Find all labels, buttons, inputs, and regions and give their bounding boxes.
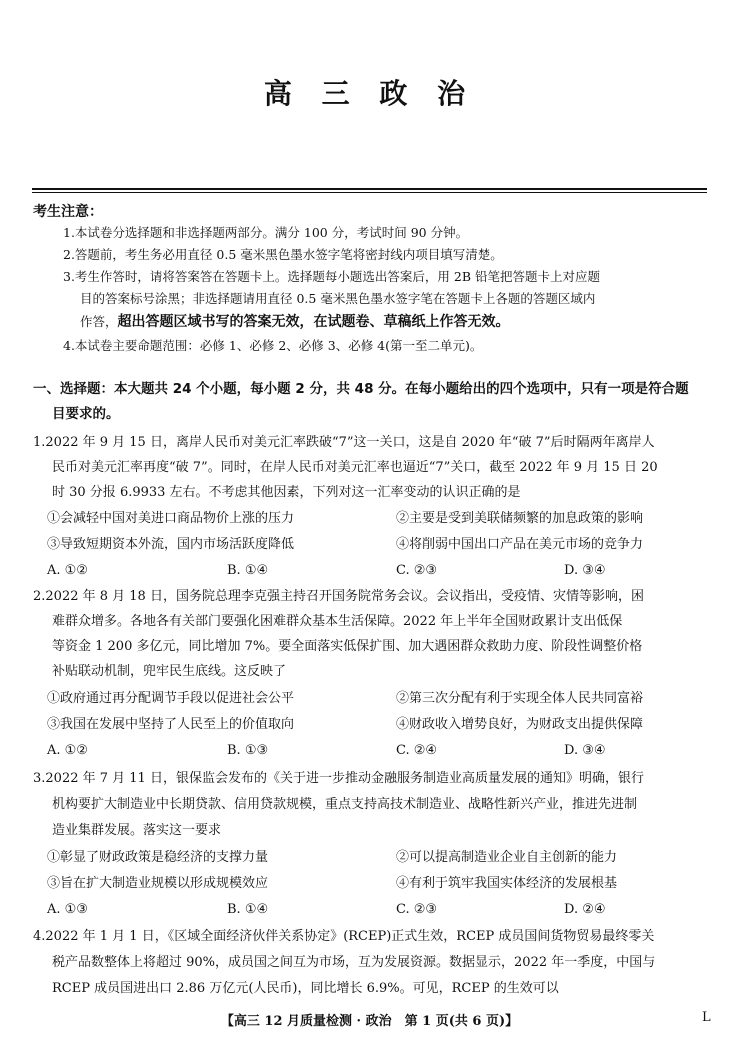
question-2-text: 等资金 1 200 多亿元，同比增加 7%。要全面落实低保扩围、加大遇困群众救助力度、阶段性调整价格 (52, 639, 643, 654)
question-4-text: 4.2022 年 1 月 1 日，《区域全面经济伙伴关系协定》(RCEP)正式生效，RCEP 成员国间货物贸易最终零关 (33, 929, 655, 944)
page-footer: 【高三 12 月质量检测 · 政治 第 1 页(共 6 页)】 (220, 1014, 519, 1029)
statement: ①会减轻中国对美进口商品物价上涨的压力 (47, 511, 295, 526)
section-heading: 一、选择题：本大题共 24 个小题，每小题 2 分，共 48 分。在每小题给出的四个选项中，只有一项是符合题 (33, 381, 689, 397)
choice: A. ①③ (47, 902, 88, 917)
choice: C. ②③ (396, 563, 438, 578)
question-1-text: 时 30 分报 6.9933 左右。不考虑其他因素，下列对这一汇率变动的认识正确的是 (52, 485, 521, 500)
notice-heading: 考生注意： (33, 204, 103, 220)
choice: D. ②④ (564, 902, 606, 917)
choice: A. ①② (47, 563, 88, 578)
statement: ④财政收入增势良好，为财政支出提供保障 (396, 717, 644, 732)
question-1-text: 民币对美元汇率再度“破 7”。同时，在岸人民币对美元汇率也逼近“7”关口，截至 2022 年 9 月 15 日 20 (52, 460, 658, 475)
statement: ②主要是受到美联储频繁的加息政策的影响 (396, 511, 644, 526)
notice-item: 1.本试卷分选择题和非选择题两部分。满分 100 分，考试时间 90 分钟。 (63, 225, 469, 240)
question-1-text: 1.2022 年 9 月 15 日，离岸人民币对美元汇率跌破“7”这一关口，这是自 2020 年“破 7”后时隔两年离岸人 (33, 435, 655, 450)
notice-text: 作答， (80, 314, 118, 329)
question-4-text: 税产品数整体上将超过 90%，成员国之间互为市场，互为发展资源。数据显示，2022 年一季度，中国与 (52, 955, 656, 970)
question-2-text: 2.2022 年 8 月 18 日，国务院总理李克强主持召开国务院常务会议。会议指出，受疫情、灾情等影响，困 (33, 589, 644, 604)
question-4-text: RCEP 成员国进出口 2.86 万亿元(人民币)，同比增长 6.9%。可见，RCEP 的生效可以 (52, 981, 559, 996)
statement: ②可以提高制造业企业自主创新的能力 (396, 850, 618, 865)
choice: D. ③④ (564, 563, 606, 578)
question-3-text: 造业集群发展。落实这一要求 (52, 823, 222, 838)
choice: C. ②④ (396, 743, 438, 758)
question-3-text: 机构要扩大制造业中长期贷款、信用贷款规模，重点支持高技术制造业、战略性新兴产业，推进先进制 (52, 797, 638, 812)
statement: ③旨在扩大制造业规模以形成规模效应 (47, 876, 269, 891)
notice-item: 4.本试卷主要命题范围：必修 1、必修 2、必修 3、必修 4(第一至二单元)。 (63, 338, 483, 353)
statement: ④将削弱中国出口产品在美元市场的竞争力 (396, 537, 644, 552)
choice: D. ③④ (564, 743, 606, 758)
notice-item: 目的答案标号涂黑；非选择题请用直径 0.5 毫米黑色墨水签字笔在答题卡上各题的答题区域内 (80, 291, 596, 306)
choice: B. ①④ (227, 902, 269, 917)
question-2-text: 补贴联动机制，兜牢民生底线。这反映了 (52, 664, 287, 679)
question-2-text: 难群众增多。各地各有关部门要强化困难群众基本生活保障。2022 年上半年全国财政累计支出低保 (52, 614, 623, 629)
choice: B. ①③ (227, 743, 269, 758)
section-heading: 目要求的。 (52, 406, 120, 422)
header-divider-thick (32, 188, 707, 190)
question-3-text: 3.2022 年 7 月 11 日，银保监会发布的《关于进一步推动金融服务制造业高质量发展的通知》明确，银行 (33, 771, 644, 786)
choice: B. ①④ (227, 563, 269, 578)
header-divider-thin (32, 192, 707, 193)
statement: ③导致短期资本外流，国内市场活跃度降低 (47, 537, 295, 552)
statement: ①政府通过再分配调节手段以促进社会公平 (47, 691, 295, 706)
notice-item (80, 311, 725, 333)
notice-item: 3.考生作答时，请将答案答在答题卡上。选择题每小题选出答案后，用 2B 铅笔把答题卡上对应题 (63, 269, 601, 284)
footer-corner-mark: L (702, 1010, 711, 1025)
notice-item: 2.答题前，考生务必用直径 0.5 毫米黑色墨水签字笔将密封线内项目填写清楚。 (63, 247, 503, 262)
statement: ④有利于筑牢我国实体经济的发展根基 (396, 876, 618, 891)
choice: C. ②③ (396, 902, 438, 917)
page-title: 高 三 政 治 (263, 77, 476, 110)
statement: ③我国在发展中坚持了人民至上的价值取向 (47, 717, 295, 732)
choice: A. ①② (47, 743, 88, 758)
notice-warning: 超出答题区域书写的答案无效，在试题卷、草稿纸上作答无效。 (117, 314, 510, 330)
statement: ①彰显了财政政策是稳经济的支撑力量 (47, 850, 269, 865)
statement: ②第三次分配有利于实现全体人民共同富裕 (396, 691, 644, 706)
